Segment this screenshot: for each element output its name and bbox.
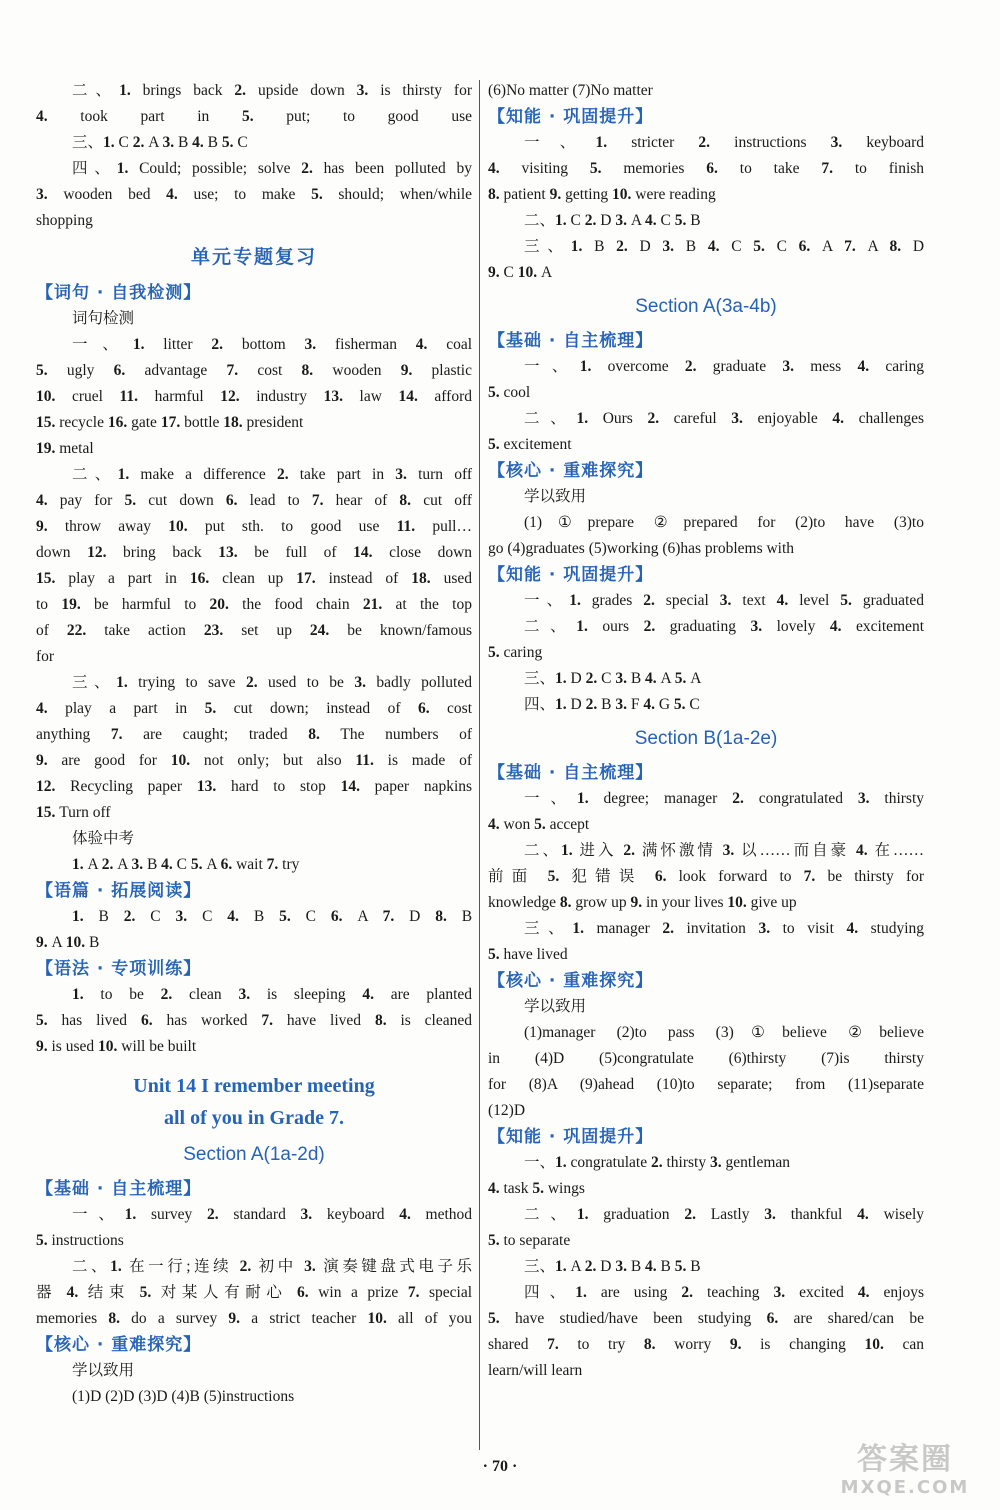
- answer-line: for (8)A (9)ahead (10)to separate; from (11)separate: [488, 1076, 924, 1093]
- answer-line: 1. A 2. A 3. B 4. C 5. A 6. wait 7. try: [72, 856, 300, 873]
- answer-line: 二、1. ours 2. graduating 3. lovely 4. excitement: [524, 618, 924, 635]
- watermark-logo: [830, 1442, 980, 1504]
- answer-line: 二、1. graduation 2. Lastly 3. thankful 4. wisely: [524, 1206, 925, 1223]
- answer-line: 8. patient 9. getting 10. were reading: [488, 186, 716, 203]
- answer-line: 5. instructions: [36, 1232, 124, 1249]
- answer-line: (6)No matter (7)No matter: [488, 82, 653, 99]
- column-divider: [479, 80, 480, 1450]
- answer-line: 4. took part in 5. put; to good use: [36, 108, 472, 125]
- answer-line: 9. A 10. B: [36, 934, 100, 951]
- answer-line: 3. wooden bed 4. use; to make 5. should; when/while: [36, 186, 473, 203]
- answer-line: 15. recycle 16. gate 17. bottle 18. president: [36, 414, 304, 431]
- answer-line: 1. B 2. C 3. C 4. B 5. C 6. A 7. D 8. B: [72, 908, 473, 925]
- subsection-label: 学以致用: [72, 1362, 135, 1379]
- section-heading: 【基础 · 自主梳理】: [36, 1179, 202, 1199]
- answer-line: 5. cool: [488, 384, 531, 401]
- answer-line: 5. have lived: [488, 946, 568, 963]
- answer-line: 10. cruel 11. harmful 12. industry 13. law 14. afford: [36, 388, 473, 405]
- answer-line: 1. to be 2. clean 3. is sleeping 4. are planted: [72, 986, 473, 1003]
- answer-line: knowledge 8. grow up 9. in your lives 10. give up: [488, 894, 797, 911]
- section-heading: 【核心 · 重难探究】: [36, 1335, 202, 1355]
- answer-line: 15. play a part in 16. clean up 17. instead of 18. used: [36, 570, 473, 587]
- answer-line: (1)①prepare ②prepared for (2)to have (3)to: [524, 514, 924, 531]
- answer-line: 三、1. manager 2. invitation 3. to visit 4. studying: [524, 920, 925, 937]
- answer-line: 4. visiting 5. memories 6. to take 7. to finish: [488, 160, 925, 177]
- left-column: [36, 78, 472, 1410]
- answer-line: memories 8. do a survey 9. a strict teacher 10. all of you: [36, 1310, 473, 1327]
- answer-line: 5. caring: [488, 644, 543, 661]
- unit-title: [36, 1070, 472, 1134]
- section-title: Section A(3a-4b): [635, 296, 777, 317]
- answer-line: 5. have studied/have been studying 6. are shared/can be: [488, 1310, 925, 1327]
- answer-line: 4. play a part in 5. cut down; instead of 6. cost: [36, 700, 473, 717]
- answer-line: anything 7. are caught; traded 8. The numbers of: [36, 726, 473, 743]
- answer-line: 四、1. D 2. B 3. F 4. G 5. C: [524, 696, 700, 713]
- answer-line: 5. ugly 6. advantage 7. cost 8. wooden 9. plastic: [36, 362, 472, 379]
- answer-line: 器 4. 结束 5. 对某人有耐心 6. win a prize 7. special: [36, 1284, 473, 1301]
- answer-line: 三、1. D 2. C 3. B 4. A 5. A: [524, 670, 702, 687]
- answer-line: go (4)graduates (5)working (6)has problems with: [488, 540, 795, 557]
- section-heading: 【知能 · 巩固提升】: [488, 1127, 654, 1147]
- review-title: 单元专题复习: [190, 246, 317, 268]
- page-number: · 70 ·: [482, 1458, 518, 1475]
- answer-line: 12. Recycling paper 13. hard to stop 14. paper napkins: [36, 778, 473, 795]
- answer-line: 二、1. Ours 2. careful 3. enjoyable 4. challenges: [524, 410, 925, 427]
- subsection-label: 词句检测: [72, 310, 135, 327]
- answer-line: 4. won 5. accept: [488, 816, 590, 833]
- answer-line: 一、1. grades 2. special 3. text 4. level 5. graduated: [524, 592, 924, 609]
- answer-line: 一、1. litter 2. bottom 3. fisherman 4. coal: [72, 336, 473, 353]
- answer-line: of 22. take action 23. set up 24. be known/famous: [36, 622, 473, 639]
- watermark-text: 答案圈: [857, 1442, 953, 1477]
- answer-line: for: [36, 648, 55, 665]
- answer-line: 9. is used 10. will be built: [36, 1038, 197, 1055]
- unit-title-line-2: all of you in Grade 7.: [163, 1107, 344, 1129]
- answer-line: 19. metal: [36, 440, 94, 457]
- answer-line: 三、1. B 2. D 3. B 4. C 5. C 6. A 7. A 8. D: [524, 238, 925, 255]
- right-column: [488, 78, 924, 1384]
- answer-line: 二、1. C 2. D 3. A 4. C 5. B: [524, 212, 701, 229]
- section-heading: 【知能 · 巩固提升】: [488, 107, 654, 127]
- answer-line: (12)D: [488, 1102, 526, 1119]
- answer-line: 一、1. congratulate 2. thirsty 3. gentleman: [524, 1154, 791, 1171]
- answer-line: 二、1. make a difference 2. take part in 3. turn off: [72, 466, 473, 483]
- answer-line: 一、1. overcome 2. graduate 3. mess 4. caring: [524, 358, 925, 375]
- answer-line: 4. task 5. wings: [488, 1180, 585, 1197]
- unit-title-line-1: Unit 14 I remember meeting: [133, 1075, 375, 1097]
- answer-line: shared 7. to try 8. worry 9. is changing 10. can: [488, 1336, 925, 1353]
- answer-line: 15. Turn off: [36, 804, 111, 821]
- subsection-label: 学以致用: [524, 998, 587, 1015]
- section-heading: 【基础 · 自主梳理】: [488, 331, 654, 351]
- answer-line: (1)manager (2)to pass (3)①believe ②believe: [524, 1024, 924, 1041]
- answer-line: 5. excitement: [488, 436, 572, 453]
- answer-line: 二、1. 进入 2. 满怀激情 3. 以……而自豪 4. 在……: [524, 842, 924, 859]
- answer-line: 三、1. C 2. A 3. B 4. B 5. C: [72, 134, 248, 151]
- section-title: Section A(1a-2d): [183, 1144, 325, 1165]
- answer-line: 9. are good for 10. not only; but also 11. is made of: [36, 752, 472, 769]
- answer-line: 一、1. survey 2. standard 3. keyboard 4. method: [72, 1206, 473, 1223]
- section-heading: 【核心 · 重难探究】: [488, 971, 654, 991]
- answer-line: 9. throw away 10. put sth. to good use 11. pull…: [36, 518, 472, 535]
- section-heading: 【语法 · 专项训练】: [36, 959, 202, 979]
- section-heading: 【基础 · 自主梳理】: [488, 763, 654, 783]
- answer-line: 9. C 10. A: [488, 264, 553, 281]
- answer-line: 二、1. 在一行;连续 2. 初中 3. 演奏键盘式电子乐: [72, 1258, 472, 1275]
- answer-line: to 19. be harmful to 20. the food chain 21. at the top: [36, 596, 472, 613]
- answer-line: down 12. bring back 13. be full of 14. close down: [36, 544, 473, 561]
- answer-line: 二、1. brings back 2. upside down 3. is thirsty for: [72, 82, 473, 99]
- section-heading: 【核心 · 重难探究】: [488, 461, 654, 481]
- answer-line: 三、1. A 2. D 3. B 4. B 5. B: [524, 1258, 701, 1275]
- answer-line: 前面 5. 犯错误 6. look forward to 7. be thirsty for: [488, 868, 925, 885]
- answer-line: in (4)D (5)congratulate (6)thirsty (7)is thirsty: [488, 1050, 924, 1067]
- answer-line: 4. pay for 5. cut down 6. lead to 7. hear of 8. cut off: [36, 492, 473, 509]
- section-title: Section B(1a-2e): [634, 728, 778, 749]
- answer-line: learn/will learn: [488, 1362, 583, 1379]
- watermark-url: MXQE.COM: [840, 1477, 970, 1498]
- section-heading: 【语篇 · 拓展阅读】: [36, 881, 202, 901]
- answer-line: 一、1. degree; manager 2. congratulated 3. thirsty: [524, 790, 925, 807]
- answer-line: (1)D (2)D (3)D (4)B (5)instructions: [72, 1388, 295, 1405]
- answer-line: 5. to separate: [488, 1232, 571, 1249]
- answer-line: 一、1. stricter 2. instructions 3. keyboard: [524, 134, 925, 151]
- answer-line: shopping: [36, 212, 93, 229]
- section-heading: 【知能 · 巩固提升】: [488, 565, 654, 585]
- answer-line: 三、1. trying to save 2. used to be 3. badly polluted: [72, 674, 472, 691]
- subsection-label: 体验中考: [72, 830, 135, 847]
- section-heading: 【词句 · 自我检测】: [36, 283, 202, 303]
- answer-line: 四、1. Could; possible; solve 2. has been polluted by: [72, 160, 473, 177]
- answer-line: 5. has lived 6. has worked 7. have lived 8. is cleaned: [36, 1012, 473, 1029]
- subsection-label: 学以致用: [524, 488, 587, 505]
- answer-line: 四、1. are using 2. teaching 3. excited 4. enjoys: [524, 1284, 924, 1301]
